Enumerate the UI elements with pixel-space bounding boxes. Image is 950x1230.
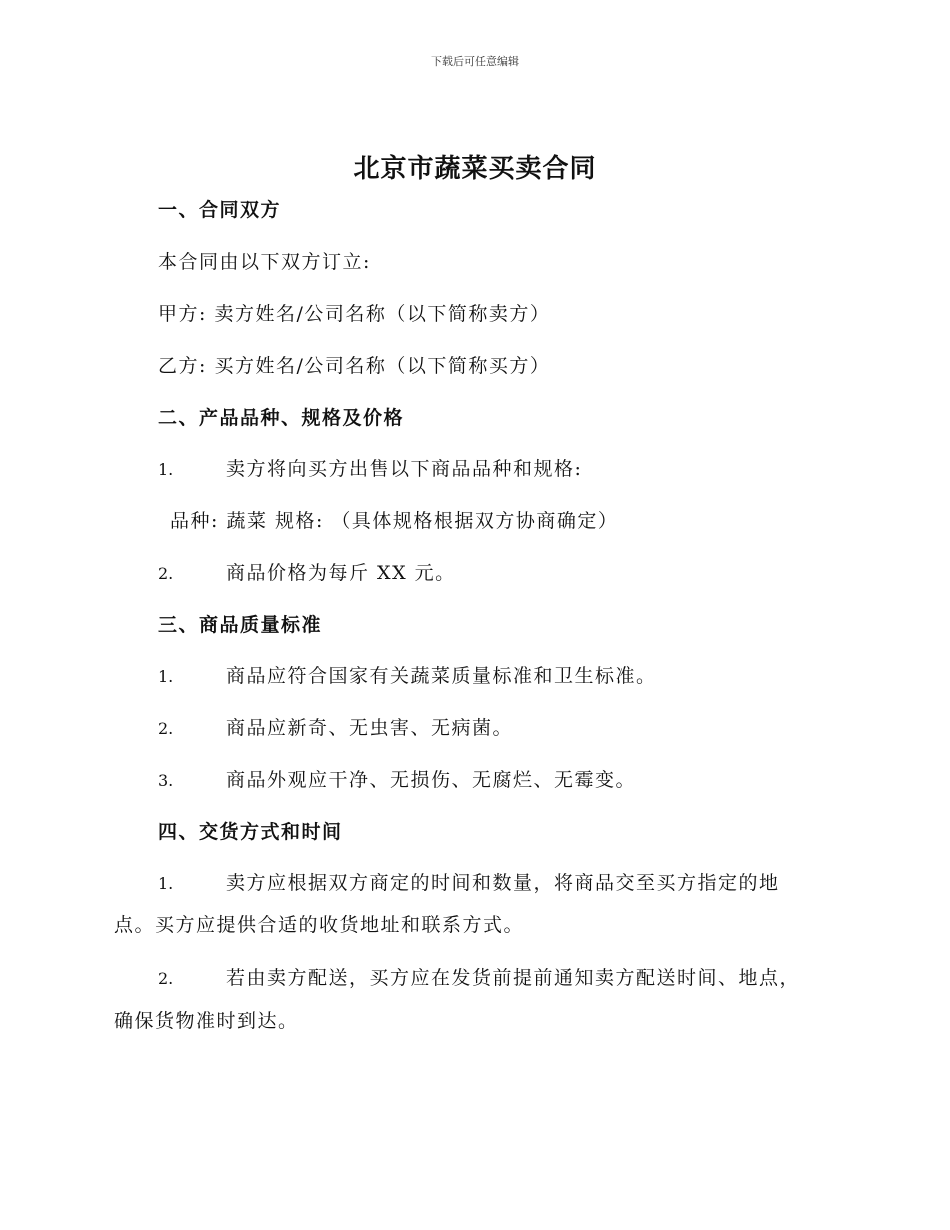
item-text: 商品外观应干净、无损伤、无腐烂、无霉变。	[226, 769, 637, 791]
item-text: 商品价格为每斤 XX 元。	[226, 562, 456, 584]
item-text: 卖方将向买方出售以下商品品种和规格:	[226, 458, 583, 480]
item-number: 2.	[158, 719, 174, 738]
section-2-heading: 二、产品品种、规格及价格	[158, 407, 405, 429]
item-number: 2.	[158, 564, 174, 583]
item-number: 1.	[158, 460, 174, 479]
section-4-item-2	[158, 965, 800, 992]
section-4-heading: 四、交货方式和时间	[158, 821, 343, 843]
section-3-item-1	[158, 663, 657, 690]
document-title: 北京市蔬菜买卖合同	[353, 154, 597, 184]
item-text: 卖方应根据双方商定的时间和数量，将商品交至买方指定的地	[226, 872, 780, 894]
section-1-intro: 本合同由以下双方订立:	[158, 251, 371, 273]
section-3-heading: 三、商品质量标准	[158, 614, 323, 636]
section-3-item-2	[158, 715, 513, 742]
item-text: 商品应新奇、无虫害、无病菌。	[226, 717, 514, 739]
section-2-item-2	[158, 560, 456, 587]
header-note: 下载后可任意编辑	[431, 55, 519, 68]
item-text: 商品应符合国家有关蔬菜质量标准和卫生标准。	[226, 665, 657, 687]
section-1-heading: 一、合同双方	[158, 199, 282, 221]
variety-spec-line: 品种: 蔬菜 规格: （具体规格根据双方协商确定）	[170, 510, 619, 532]
section-4-item-1-cont: 点。买方应提供合适的收货地址和联系方式。	[114, 914, 525, 936]
item-number: 1.	[158, 667, 174, 686]
section-4-item-1	[158, 870, 780, 897]
item-text: 若由卖方配送，买方应在发货前提前通知卖方配送时间、地点，	[226, 967, 801, 989]
section-2-item-1	[158, 456, 582, 483]
party-b-line: 乙方: 买方姓名/公司名称（以下简称买方）	[158, 355, 551, 377]
item-number: 1.	[158, 874, 174, 893]
item-number: 3.	[158, 771, 174, 790]
section-3-item-3	[158, 767, 636, 794]
section-4-item-2-cont: 确保货物准时到达。	[114, 1010, 299, 1032]
item-number: 2.	[158, 969, 174, 988]
party-a-line: 甲方: 卖方姓名/公司名称（以下简称卖方）	[158, 303, 551, 325]
